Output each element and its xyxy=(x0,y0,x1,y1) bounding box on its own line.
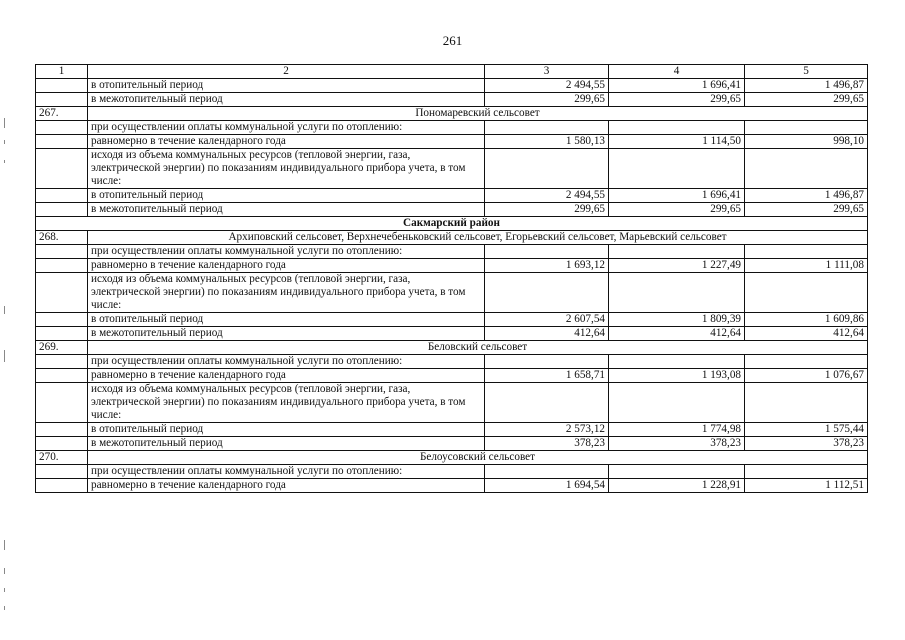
value-col-4 xyxy=(609,383,745,423)
value-col-5 xyxy=(745,149,868,189)
row-description: равномерно в течение календарного года xyxy=(88,479,485,493)
value-col-5: 299,65 xyxy=(745,203,868,217)
value-col-4: 1 774,98 xyxy=(609,423,745,437)
entity-row xyxy=(36,451,868,465)
value-col-4 xyxy=(609,465,745,479)
entity-row xyxy=(36,231,868,245)
row-number xyxy=(36,149,88,189)
value-col-4 xyxy=(609,121,745,135)
column-header: 2 xyxy=(88,65,485,79)
row-number xyxy=(36,203,88,217)
value-col-4: 299,65 xyxy=(609,203,745,217)
row-description: исходя из объема коммунальных ресурсов (тепловой энергии, газа, электрической энергии) по показаниям индивидуального прибора учета, в том числе: xyxy=(88,149,485,189)
column-header: 5 xyxy=(745,65,868,79)
row-number xyxy=(36,121,88,135)
value-col-5 xyxy=(745,273,868,313)
row-description: в межотопительный период xyxy=(88,437,485,451)
value-col-3: 299,65 xyxy=(485,93,609,107)
row-number xyxy=(36,259,88,273)
row-number xyxy=(36,189,88,203)
table-row xyxy=(36,313,868,327)
value-col-4: 412,64 xyxy=(609,327,745,341)
row-description: при осуществлении оплаты коммунальной услуги по отоплению: xyxy=(88,355,485,369)
value-col-4: 1 696,41 xyxy=(609,79,745,93)
row-number xyxy=(36,479,88,493)
row-number: 270. xyxy=(36,451,88,465)
value-col-5: 299,65 xyxy=(745,93,868,107)
table-row xyxy=(36,135,868,149)
scan-margin-marks xyxy=(4,0,8,640)
table-header-row xyxy=(36,65,868,79)
value-col-3: 1 694,54 xyxy=(485,479,609,493)
value-col-4 xyxy=(609,355,745,369)
value-col-3 xyxy=(485,355,609,369)
table-row xyxy=(36,479,868,493)
entity-name: Беловский сельсовет xyxy=(88,341,868,355)
row-description: в отопительный период xyxy=(88,313,485,327)
table-row xyxy=(36,465,868,479)
value-col-3: 2 573,12 xyxy=(485,423,609,437)
value-col-3 xyxy=(485,149,609,189)
value-col-4: 378,23 xyxy=(609,437,745,451)
value-col-3: 2 607,54 xyxy=(485,313,609,327)
value-col-4: 1 809,39 xyxy=(609,313,745,327)
table-row xyxy=(36,327,868,341)
entity-row xyxy=(36,341,868,355)
row-number xyxy=(36,273,88,313)
row-description: при осуществлении оплаты коммунальной услуги по отоплению: xyxy=(88,465,485,479)
value-col-3 xyxy=(485,465,609,479)
value-col-3 xyxy=(485,383,609,423)
value-col-5 xyxy=(745,245,868,259)
entity-name: Архиповский сельсовет, Верхнечебеньковский сельсовет, Егорьевский сельсовет, Марьевский сельсовет xyxy=(88,231,868,245)
table-row xyxy=(36,369,868,383)
value-col-4: 1 114,50 xyxy=(609,135,745,149)
table-row xyxy=(36,93,868,107)
table-row xyxy=(36,189,868,203)
row-description: при осуществлении оплаты коммунальной услуги по отоплению: xyxy=(88,121,485,135)
value-col-4: 299,65 xyxy=(609,93,745,107)
table-row xyxy=(36,79,868,93)
value-col-5: 1 575,44 xyxy=(745,423,868,437)
row-description: в межотопительный период xyxy=(88,203,485,217)
page-number: 261 xyxy=(442,33,463,48)
value-col-4: 1 696,41 xyxy=(609,189,745,203)
table-row xyxy=(36,273,868,313)
row-number xyxy=(36,93,88,107)
value-col-3 xyxy=(485,273,609,313)
row-number xyxy=(36,437,88,451)
table-row xyxy=(36,245,868,259)
table-row xyxy=(36,437,868,451)
row-description: в отопительный период xyxy=(88,79,485,93)
value-col-5: 998,10 xyxy=(745,135,868,149)
table-row xyxy=(36,259,868,273)
value-col-4: 1 193,08 xyxy=(609,369,745,383)
value-col-5 xyxy=(745,383,868,423)
row-number xyxy=(36,369,88,383)
value-col-5: 1 076,67 xyxy=(745,369,868,383)
row-number xyxy=(36,423,88,437)
row-number xyxy=(36,383,88,423)
row-description: исходя из объема коммунальных ресурсов (тепловой энергии, газа, электрической энергии) по показаниям индивидуального прибора учета, в том числе: xyxy=(88,273,485,313)
entity-row xyxy=(36,107,868,121)
value-col-5: 1 112,51 xyxy=(745,479,868,493)
value-col-5 xyxy=(745,465,868,479)
table-row xyxy=(36,203,868,217)
value-col-5: 1 609,86 xyxy=(745,313,868,327)
row-number xyxy=(36,327,88,341)
tariff-table xyxy=(35,64,868,493)
table-row xyxy=(36,423,868,437)
row-description: при осуществлении оплаты коммунальной услуги по отоплению: xyxy=(88,245,485,259)
row-description: в межотопительный период xyxy=(88,93,485,107)
row-number: 267. xyxy=(36,107,88,121)
value-col-3: 1 580,13 xyxy=(485,135,609,149)
value-col-3: 1 693,12 xyxy=(485,259,609,273)
value-col-3: 2 494,55 xyxy=(485,79,609,93)
value-col-4 xyxy=(609,149,745,189)
value-col-5: 1 496,87 xyxy=(745,189,868,203)
value-col-3: 378,23 xyxy=(485,437,609,451)
value-col-5 xyxy=(745,121,868,135)
row-number xyxy=(36,79,88,93)
row-number xyxy=(36,355,88,369)
table-row xyxy=(36,383,868,423)
region-heading: Сакмарский район xyxy=(36,217,868,231)
value-col-3: 299,65 xyxy=(485,203,609,217)
entity-name: Пономаревский сельсовет xyxy=(88,107,868,121)
row-number: 269. xyxy=(36,341,88,355)
row-number xyxy=(36,135,88,149)
row-description: равномерно в течение календарного года xyxy=(88,369,485,383)
table-row xyxy=(36,121,868,135)
value-col-4 xyxy=(609,273,745,313)
value-col-4: 1 227,49 xyxy=(609,259,745,273)
row-number: 268. xyxy=(36,231,88,245)
value-col-3 xyxy=(485,121,609,135)
value-col-5: 1 496,87 xyxy=(745,79,868,93)
value-col-5 xyxy=(745,355,868,369)
column-header: 4 xyxy=(609,65,745,79)
value-col-3: 1 658,71 xyxy=(485,369,609,383)
value-col-3 xyxy=(485,245,609,259)
column-header: 1 xyxy=(36,65,88,79)
row-description: равномерно в течение календарного года xyxy=(88,259,485,273)
column-header: 3 xyxy=(485,65,609,79)
table-row xyxy=(36,355,868,369)
row-description: в межотопительный период xyxy=(88,327,485,341)
row-description: в отопительный период xyxy=(88,423,485,437)
row-description: в отопительный период xyxy=(88,189,485,203)
value-col-4 xyxy=(609,245,745,259)
table-row xyxy=(36,149,868,189)
value-col-5: 1 111,08 xyxy=(745,259,868,273)
row-description: исходя из объема коммунальных ресурсов (тепловой энергии, газа, электрической энергии) по показаниям индивидуального прибора учета, в том числе: xyxy=(88,383,485,423)
entity-name: Белоусовский сельсовет xyxy=(88,451,868,465)
row-number xyxy=(36,313,88,327)
value-col-5: 378,23 xyxy=(745,437,868,451)
section-row xyxy=(36,217,868,231)
value-col-3: 2 494,55 xyxy=(485,189,609,203)
row-number xyxy=(36,245,88,259)
value-col-4: 1 228,91 xyxy=(609,479,745,493)
value-col-3: 412,64 xyxy=(485,327,609,341)
value-col-5: 412,64 xyxy=(745,327,868,341)
row-description: равномерно в течение календарного года xyxy=(88,135,485,149)
row-number xyxy=(36,465,88,479)
